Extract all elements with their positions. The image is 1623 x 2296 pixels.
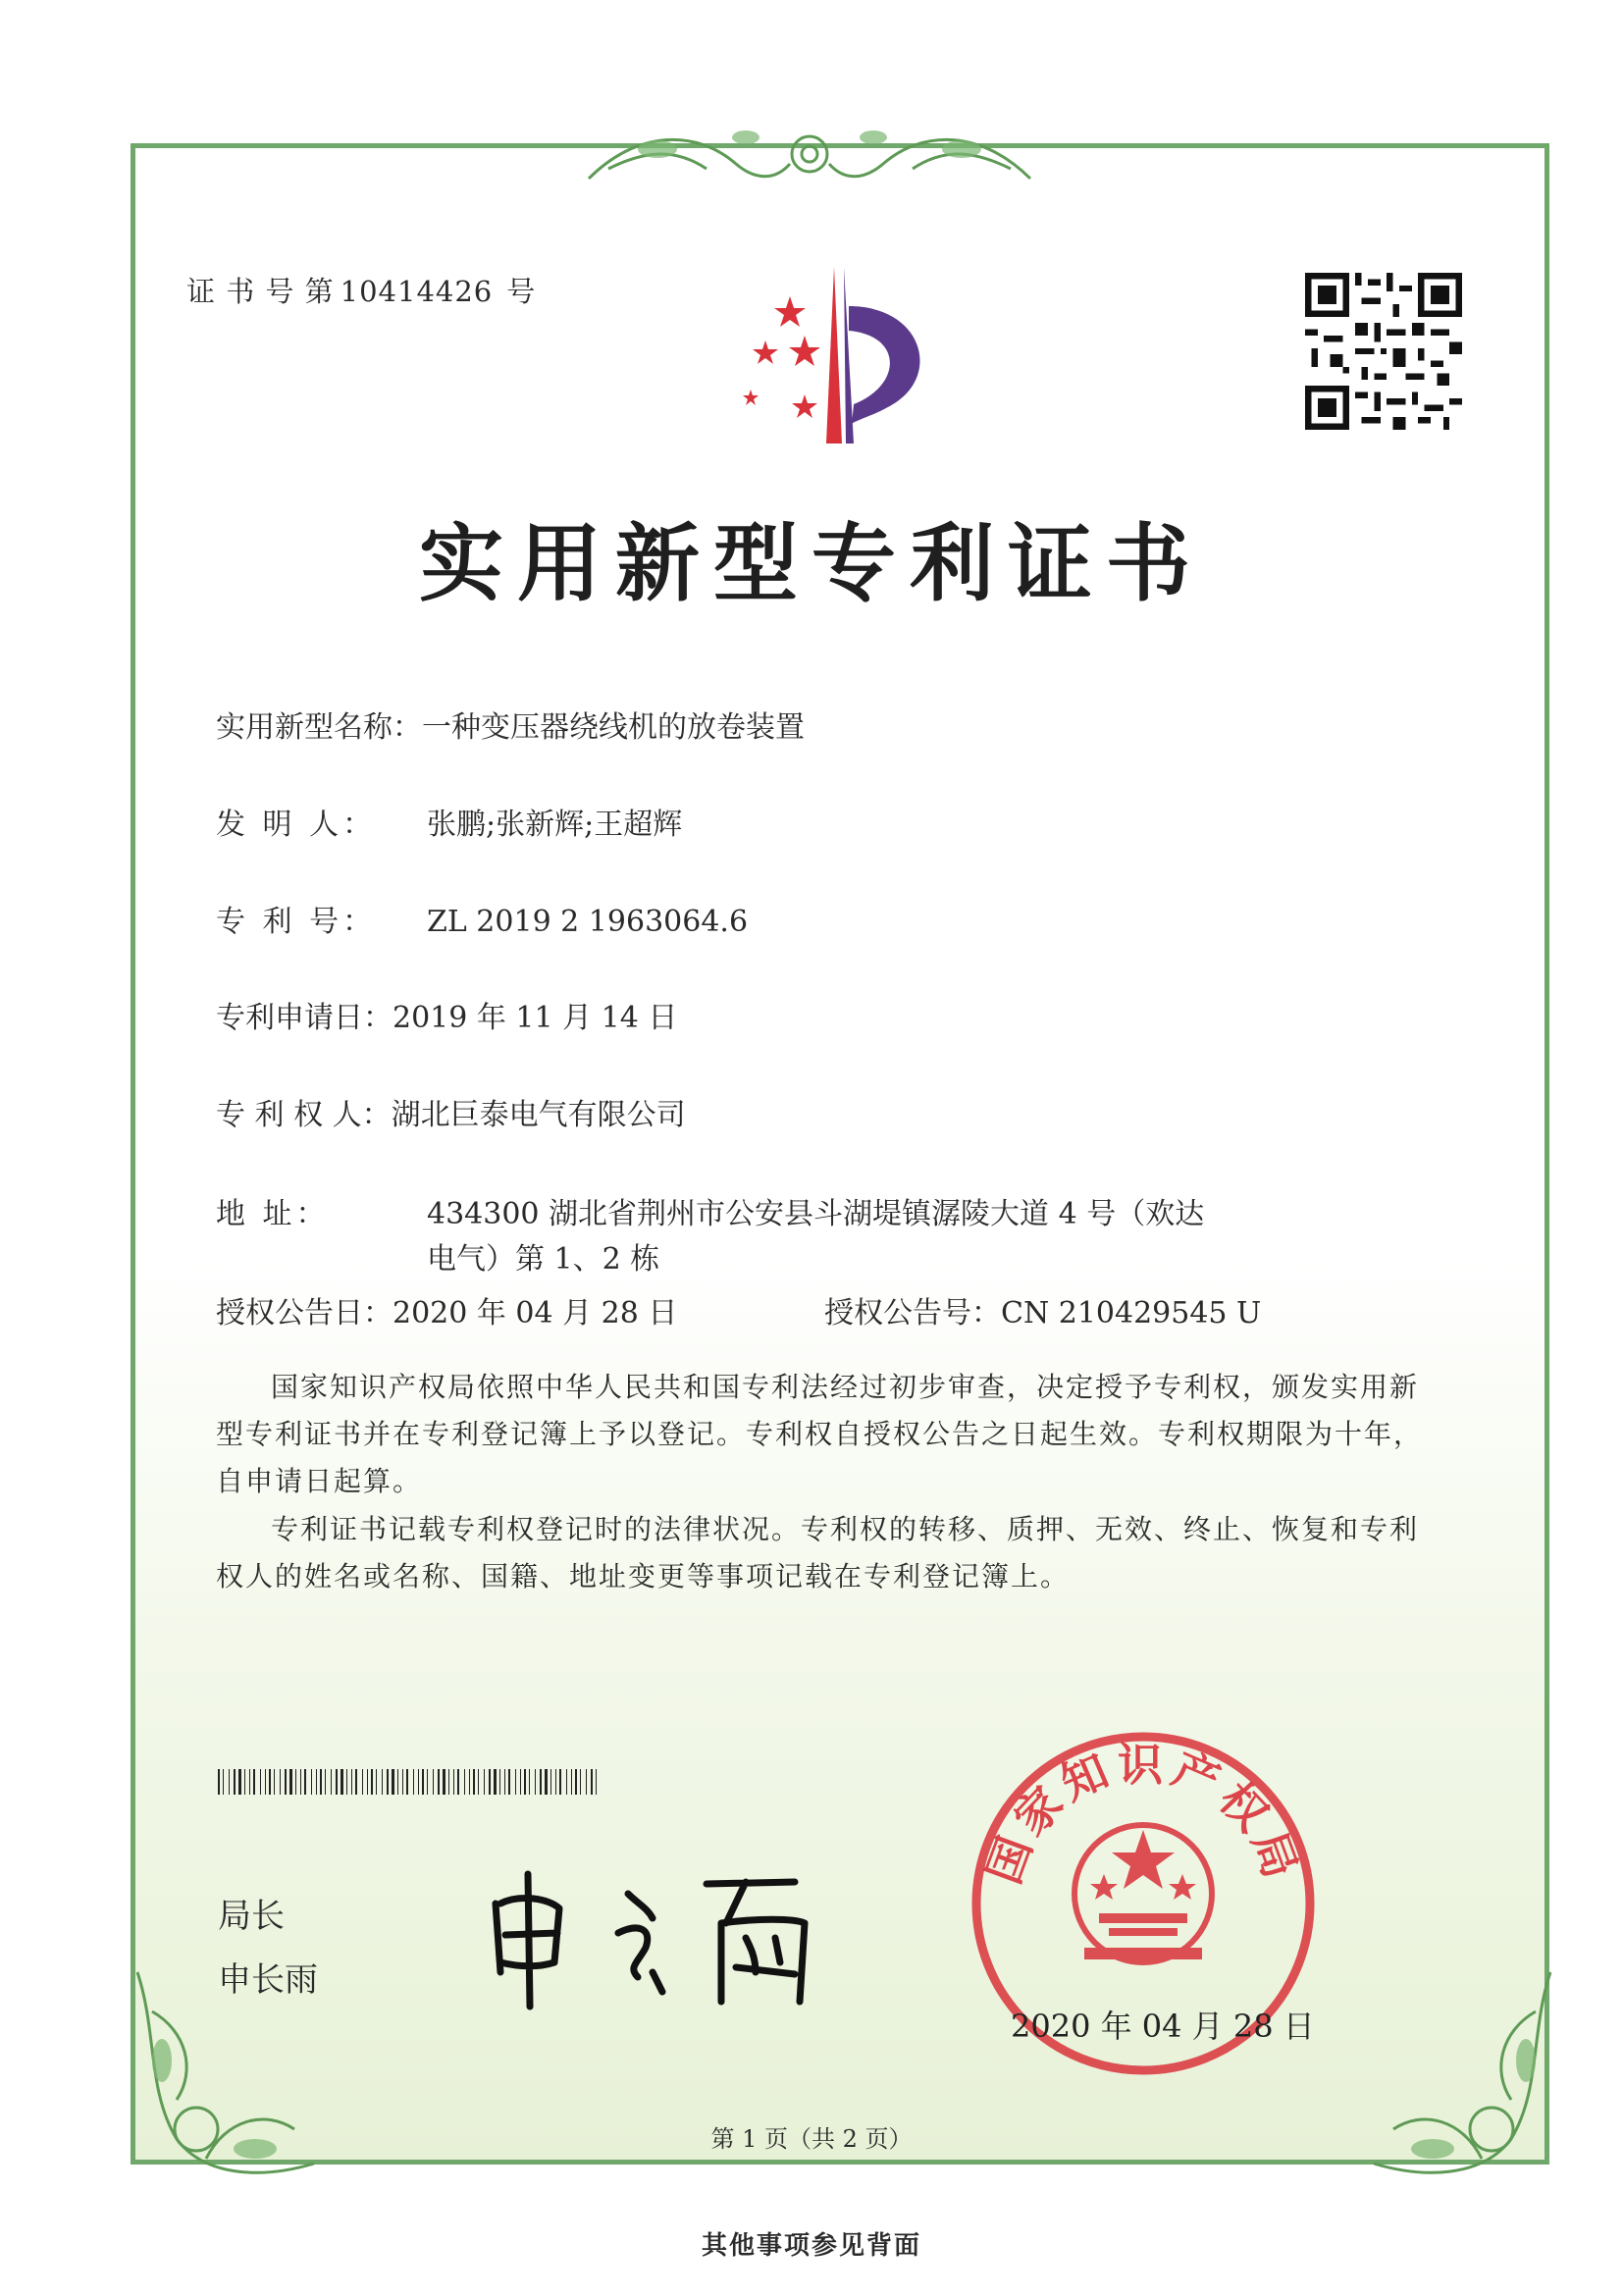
barcode-bar — [376, 1769, 377, 1795]
barcode-bar — [422, 1769, 424, 1795]
director-name: 申长雨 — [218, 1960, 318, 2000]
barcode-bar — [331, 1769, 332, 1795]
barcode-bar — [229, 1769, 230, 1795]
barcode-bar — [559, 1769, 561, 1795]
barcode-bar — [427, 1769, 428, 1795]
barcode-bar — [484, 1769, 485, 1795]
barcode-bar — [253, 1769, 255, 1795]
barcode-bar — [316, 1769, 317, 1795]
barcode-bar — [265, 1769, 266, 1795]
barcode-bar — [362, 1769, 363, 1795]
barcode-bar — [580, 1769, 581, 1795]
barcode-bar — [457, 1769, 459, 1795]
barcode-bar — [223, 1769, 224, 1795]
barcode-bar — [355, 1769, 357, 1795]
barcode-bar — [478, 1769, 479, 1795]
field-label: 地 址： — [216, 1197, 330, 1231]
field-value: 湖北巨泰电气有限公司 — [391, 1098, 686, 1132]
barcode-bar — [382, 1769, 383, 1795]
field-value-line2: 电气）第 1、2 栋 — [427, 1242, 660, 1277]
top-ornament-icon — [579, 110, 1040, 198]
barcode-bar — [515, 1769, 516, 1795]
barcode-bar — [295, 1769, 296, 1795]
barcode-bar — [406, 1769, 408, 1795]
barcode-bar — [586, 1769, 587, 1795]
barcode-bar — [392, 1769, 394, 1795]
barcode-bar — [320, 1769, 322, 1795]
field-address-line2 — [427, 1234, 659, 1278]
barcode-bar — [596, 1769, 597, 1795]
barcode-bar — [340, 1769, 343, 1795]
barcode-bar — [575, 1769, 577, 1795]
barcode-bar — [285, 1769, 287, 1795]
barcode-bar — [300, 1769, 301, 1795]
barcode-bar — [499, 1769, 500, 1795]
field-value: ZL 2019 2 1963064.6 — [427, 905, 749, 939]
barcode-bar — [413, 1769, 414, 1795]
certificate-number-suffix: 号 — [506, 275, 537, 308]
barcode-bar — [504, 1769, 505, 1795]
certificate-statement-paragraph: 国家知识产权局依照中华人民共和国专利法经过初步审查，决定授予专利权，颁发实用新型专利证书并在专利登记簿上予以登记。专利权自授权公告之日起生效。专利权期限为十年，自申请日起算。 — [216, 1371, 1424, 1497]
barcode-bar — [520, 1769, 521, 1795]
seal-text: 国家知识产权局 — [976, 1738, 1310, 1891]
page-number: 第 1 页（共 2 页） — [710, 2125, 913, 2153]
director-title: 局长 — [218, 1897, 285, 1936]
certificate-title: 实用新型专利证书 — [419, 515, 1204, 613]
barcode-bar — [529, 1769, 530, 1795]
field-value: 张鹏;张新辉;王超辉 — [427, 808, 683, 842]
barcode-bar — [443, 1769, 445, 1795]
barcode-bar — [591, 1769, 593, 1795]
barcode-bar — [234, 1769, 236, 1795]
barcode-bar — [566, 1769, 567, 1795]
certificate-number-prefix: 证 书 号 第 — [186, 275, 335, 308]
barcode-bar — [448, 1769, 449, 1795]
legal-status-paragraph: 专利证书记载专利权登记时的法律状况。专利权的转移、质押、无效、终止、恢复和专利权人的姓名或名称、国籍、地址变更等事项记载在专利登记簿上。 — [216, 1513, 1420, 1592]
footer-note: 其他事项参见背面 — [701, 2231, 921, 2261]
barcode-bar — [535, 1769, 536, 1795]
field-label: 专利申请日： — [216, 1001, 393, 1035]
barcode-bar — [402, 1769, 403, 1795]
field-label: 专 利 号： — [216, 905, 377, 939]
barcode-bar — [238, 1769, 241, 1795]
barcode-bar — [438, 1769, 440, 1795]
barcode-bar — [571, 1769, 572, 1795]
field-inventor — [216, 800, 682, 843]
barcode-bar — [244, 1769, 245, 1795]
barcode-bar — [260, 1769, 261, 1795]
barcode-bar — [371, 1769, 373, 1795]
barcode-bar — [464, 1769, 465, 1795]
field-label: 实用新型名称： — [216, 710, 422, 745]
barcode-bar — [280, 1769, 281, 1795]
barcode-bar — [249, 1769, 250, 1795]
director-signature — [481, 1864, 834, 2011]
barcode-bar — [453, 1769, 454, 1795]
barcode-bar — [508, 1769, 510, 1795]
barcode-bar — [336, 1769, 338, 1795]
barcode-bar — [218, 1769, 220, 1795]
field-grant-date — [216, 1288, 677, 1331]
barcode-bar — [550, 1769, 551, 1795]
barcode-bar — [545, 1769, 548, 1795]
certificate-number — [186, 270, 542, 310]
cnipa-logo-icon — [707, 257, 962, 453]
field-patentee — [216, 1090, 686, 1133]
field-value: CN 210429545 U — [1001, 1296, 1262, 1331]
field-value: 一种变压器绕线机的放卷装置 — [422, 710, 805, 745]
seal-date: 2020 年 04 月 28 日 — [1011, 2008, 1315, 2045]
certificate-number-value: 10414426 — [340, 275, 494, 308]
field-value-line1: 434300 湖北省荆州市公安县斗湖堤镇潺陵大道 4 号（欢达 — [427, 1197, 1205, 1231]
barcode-bar — [555, 1769, 556, 1795]
barcode-bar — [473, 1769, 475, 1795]
barcode-bar — [325, 1769, 326, 1795]
field-label: 授权公告日： — [216, 1296, 393, 1331]
barcode-bar — [274, 1769, 275, 1795]
field-value: 2019 年 11 月 14 日 — [393, 1001, 678, 1035]
barcode-bar — [418, 1769, 419, 1795]
field-address — [216, 1189, 1204, 1232]
barcode-bar — [351, 1769, 352, 1795]
field-value: 2020 年 04 月 28 日 — [393, 1296, 678, 1331]
field-filing-date — [216, 993, 677, 1036]
barcode-bar — [289, 1769, 292, 1795]
field-label: 专 利 权 人： — [216, 1098, 392, 1132]
barcode-bar — [469, 1769, 470, 1795]
barcode-bar — [540, 1769, 542, 1795]
barcode-bar — [494, 1769, 497, 1795]
field-grant-number — [824, 1288, 1261, 1331]
barcode-bar — [346, 1769, 347, 1795]
field-label: 授权公告号： — [824, 1296, 1001, 1331]
barcode-bar — [433, 1769, 434, 1795]
barcode-icon — [218, 1769, 597, 1795]
barcode-bar — [311, 1769, 312, 1795]
barcode-bar — [304, 1769, 306, 1795]
barcode-bar — [387, 1769, 389, 1795]
qr-code-icon — [1305, 273, 1462, 430]
barcode-bar — [524, 1769, 526, 1795]
field-patent-number — [216, 897, 748, 940]
barcode-bar — [367, 1769, 368, 1795]
field-utility-model-name — [216, 703, 805, 746]
barcode-bar — [269, 1769, 271, 1795]
barcode-bar — [489, 1769, 491, 1795]
barcode-bar — [397, 1769, 398, 1795]
field-label: 发 明 人： — [216, 808, 377, 842]
